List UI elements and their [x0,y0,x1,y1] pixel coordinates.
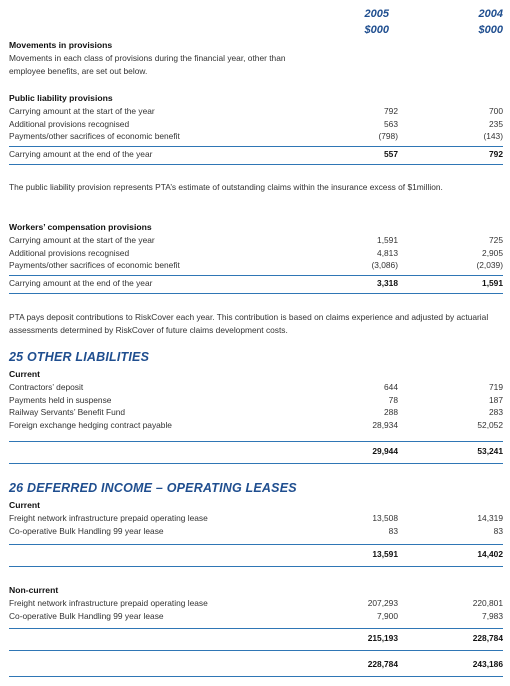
table-row [9,406,503,419]
total-2004: 1,591 [482,278,503,288]
deferred-income-noncurrent-block [9,584,503,622]
table-row [9,234,503,247]
total-2004: 14,402 [477,549,503,559]
value-2005: 207,293 [367,598,398,608]
value-2005: 288 [384,407,398,417]
table-row [9,118,503,131]
workers-comp-title: Workers’ compensation provisions [9,222,152,232]
table-row [9,394,503,407]
workers-comp-note [9,311,503,336]
row-label: Foreign exchange hedging contract payable [9,419,172,430]
value-2005: 4,813 [377,247,398,258]
value-2005: 1,591 [377,235,398,245]
table-row [9,105,503,118]
value-2004: (143) [483,131,503,141]
public-liability-title: Public liability provisions [9,93,113,103]
divider-rule [9,650,503,651]
value-2004: 235 [489,118,503,129]
movements-block [9,39,503,77]
deferred-noncurrent-total [9,632,503,645]
value-2004: 220,801 [472,598,503,608]
table-row [9,597,503,610]
value-2004: 719 [489,382,503,392]
grand-total-2004: 243,186 [472,659,503,669]
value-2004: 725 [489,235,503,245]
divider-rule [9,463,503,464]
divider-rule [9,676,503,677]
workers-comp-block [9,221,503,272]
table-row [9,610,503,623]
total-row [9,277,503,290]
value-2005: (798) [378,131,398,141]
row-label: Payments/other sacrifices of economic benefit [9,260,180,270]
other-liabilities-subtitle: Current [9,369,41,379]
grand-total-2005: 228,784 [367,659,398,669]
total-2005: 557 [384,149,398,159]
row-label: Payments held in suspense [9,394,112,405]
value-2004: 14,319 [477,513,503,523]
total-label: Carrying amount at the end of the year [9,149,153,159]
public-liability-block [9,92,503,143]
value-2004: 2,905 [482,247,503,258]
unit-2004-label: $000 [478,24,503,36]
deferred-grand-total [9,658,503,671]
value-2004: 52,052 [477,419,503,430]
divider-rule [9,293,503,294]
table-row [9,259,503,272]
total-label: Carrying amount at the end of the year [9,278,153,288]
movements-text-line2: employee benefits, are set out below. [9,65,148,76]
total-row [9,148,503,161]
total-2004: 228,784 [472,633,503,643]
value-2005: 7,900 [377,610,398,621]
row-label: Co-operative Bulk Handling 99 year lease [9,525,164,536]
deferred-current-total [9,548,503,561]
movements-text-line1: Movements in each class of provisions during the financial year, other than [9,53,286,63]
value-2005: 78 [388,394,398,405]
value-2004: 283 [489,407,503,417]
workers-comp-note-line1: PTA pays deposit contributions to RiskCover each year. This contribution is based on claims experience and adjusted by actuarial [9,312,489,322]
value-2005: 792 [384,106,398,116]
section-heading-deferred-income: 26 DEFERRED INCOME – OPERATING LEASES [9,481,297,495]
row-label: Payments/other sacrifices of economic benefit [9,131,180,141]
value-2005: 83 [388,525,398,536]
table-row [9,130,503,143]
value-2004: 83 [493,525,503,536]
total-2005: 215,193 [367,633,398,643]
workers-comp-note-line2: assessments determined by RiskCover of future claims development costs. [9,324,288,335]
value-2005: 28,934 [372,419,398,430]
value-2005: (3,086) [371,260,398,270]
total-2004: 792 [489,149,503,159]
divider-rule [9,164,503,165]
value-2005: 13,508 [372,513,398,523]
row-label: Carrying amount at the start of the year [9,106,155,116]
total-row [9,445,503,458]
table-row [9,381,503,394]
workers-comp-total [9,277,503,290]
divider-rule [9,628,503,629]
total-2005: 3,318 [377,278,398,288]
total-row [9,548,503,561]
column-header-2005 [329,6,389,38]
divider-rule [9,275,503,276]
value-2004: 187 [489,394,503,405]
value-2005: 644 [384,382,398,392]
value-2004: (2,039) [476,260,503,270]
row-label: Co-operative Bulk Handling 99 year lease [9,610,164,621]
row-label: Contractors’ deposit [9,382,84,392]
row-label: Railway Servants’ Benefit Fund [9,407,126,417]
year-2005-label: 2005 [364,8,389,20]
deferred-income-current-block [9,499,503,537]
table-row [9,512,503,525]
value-2005: 563 [384,118,398,129]
divider-rule [9,441,503,442]
divider-rule [9,566,503,567]
unit-2005-label: $000 [364,24,389,36]
row-label: Additional provisions recognised [9,247,130,258]
section-heading-other-liabilities: 25 OTHER LIABILITIES [9,350,150,364]
value-2004: 7,983 [482,610,503,621]
row-label: Carrying amount at the start of the year [9,235,155,245]
table-row [9,247,503,260]
year-2004-label: 2004 [478,8,503,20]
public-liability-total [9,148,503,161]
other-liabilities-block [9,368,503,431]
value-2004: 700 [489,106,503,116]
deferred-noncurrent-subtitle: Non-current [9,585,59,595]
total-2005: 13,591 [372,549,398,559]
column-header-2004 [443,6,503,38]
movements-title: Movements in provisions [9,40,113,50]
public-liability-note: The public liability provision represents PTA’s estimate of outstanding claims within the insurance excess of $1million. [9,182,443,192]
row-label: Additional provisions recognised [9,118,130,129]
other-liabilities-total [9,445,503,458]
row-label: Freight network infrastructure prepaid operating lease [9,513,208,523]
total-2004: 53,241 [477,446,503,456]
row-label: Freight network infrastructure prepaid operating lease [9,598,208,608]
divider-rule [9,146,503,147]
table-row [9,525,503,538]
divider-rule [9,544,503,545]
total-2005: 29,944 [372,446,398,456]
total-row [9,632,503,645]
table-row [9,419,503,432]
grand-total-row [9,658,503,671]
deferred-current-subtitle: Current [9,500,41,510]
